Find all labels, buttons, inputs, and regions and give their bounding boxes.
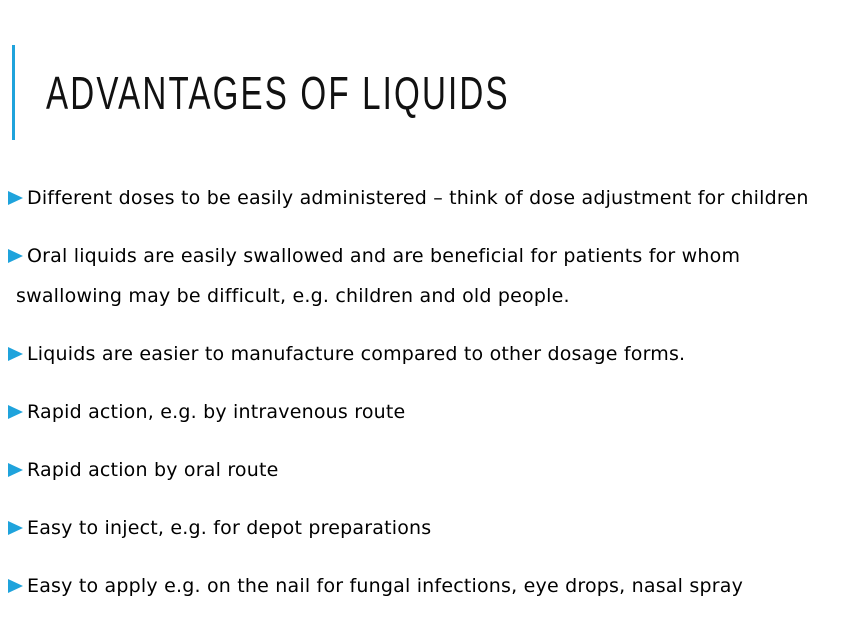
bullet-item — [8, 334, 685, 374]
bullet-text-continuation: swallowing may be difficult, e.g. children and old people. — [16, 285, 570, 307]
bullet-text: Rapid action by oral route — [27, 459, 279, 481]
arrow-bullet-icon — [8, 347, 23, 361]
bullet-item — [8, 178, 809, 218]
arrow-bullet-icon — [8, 579, 23, 593]
bullet-text: Liquids are easier to manufacture compared to other dosage forms. — [27, 343, 686, 365]
bullet-item — [8, 566, 743, 606]
bullet-item — [8, 450, 279, 490]
bullet-text: Different doses to be easily administered – think of dose adjustment for children — [27, 187, 809, 209]
arrow-bullet-icon — [8, 405, 23, 419]
arrow-bullet-icon — [8, 249, 23, 263]
arrow-bullet-icon — [8, 521, 23, 535]
arrow-bullet-icon — [8, 191, 23, 205]
bullet-item — [8, 508, 431, 548]
bullet-text: Easy to apply e.g. on the nail for fungal infections, eye drops, nasal spray — [27, 575, 744, 597]
bullet-text: Easy to inject, e.g. for depot preparations — [27, 517, 432, 539]
slide-title: ADVANTAGES OF LIQUIDS — [46, 67, 510, 119]
bullet-text: Rapid action, e.g. by intravenous route — [27, 401, 406, 423]
arrow-bullet-icon — [8, 463, 23, 477]
bullet-item — [8, 236, 740, 316]
bullet-item — [8, 392, 405, 432]
bullet-text: Oral liquids are easily swallowed and are beneficial for patients for whom — [27, 245, 741, 267]
title-accent-bar — [12, 45, 15, 140]
